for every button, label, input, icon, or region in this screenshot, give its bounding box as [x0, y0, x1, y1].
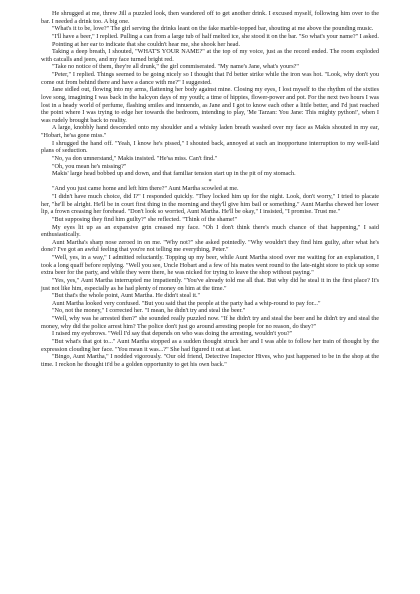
paragraph: "But what's that got to..." Aunt Martha stopped as a sudden thought struck her and I was able to follow her train of thought by the expression clouding her face. "You mean it was...?" She had figured it out at last. [41, 337, 379, 353]
paragraph: "Well, why was he arrested then?" she sounded really puzzled now. "If he didn't try and steal the beer and he didn't try and steal the money, why did the police arrest him? The police don't just go around arresting people for no reason, do they?" [41, 315, 379, 330]
paragraph: "But that's the whole point, Aunt Martha. He didn't steal it." [52, 292, 201, 300]
paragraph: Aunt Martha's sharp nose zeroed in on me. "Why not?" she asked pointedly. "Why wouldn't they find him guilty, after what he's done? I've got an awful feeling that you're not telling me everything, Peter." [41, 238, 379, 254]
paragraph: I shrugged the hand off. "Yeah, I know he's pissed," I shouted back, annoyed at such an inopportune interruption to my well-laid plans of seduction. [41, 139, 379, 155]
paragraph: My eyes lit up as an expansive grin creased my face. "Oh I don't think there's much chance of that happening," I said enthusiastically. [41, 223, 379, 239]
paragraph: "No, not the money," I corrected her. "I mean, he didn't try and steal the beer." [52, 307, 246, 315]
paragraph: Jane sidled out, flowing into my arms, flattening her body against mine. Closing my eyes, I lost myself to the rhythm of the sixties love song, imagining I was back in the halcyon days of my youth; a time of hippies, flower-power and pot. For the next two hours I was lost in a heady world of perfume, flashing smiles and innuendo, as Jane and I got to know each other a little better, and I'd just reached the point where I was trying to edge her towards the bedroom, intending to play, 'Me Tarzan: You Jane: This mighty python!', when I was rudely brought back to reality. [41, 86, 379, 124]
paragraph: A large, knobbly hand descended onto my shoulder and a whisky laden breath washed over my face as Makis shouted in my ear, "Hobart, he'sa gone miss." [41, 124, 379, 139]
paragraph: "Take no notice of them, they're all drunk," the girl commiserated. "My name's Jane, what's yours?" [52, 63, 299, 71]
paragraph: "And you just came home and left him there?" Aunt Martha scowled at me. [52, 185, 239, 193]
scene-break: * [208, 177, 212, 185]
paragraph: "Well, yes, in a way," I admitted reluctantly. Topping up my beer, while Aunt Martha stood over me waiting for an explanation, I took a long quaff before replying. "Well you see, Uncle Hobart and a few of his mates went round to the late-night store to pick up some extra beer for the party, and while they were there, he was nicked for trying to leave the shop without paying." [41, 254, 379, 277]
paragraph: "Bingo, Aunt Martha," I nodded vigorously. "Our old friend, Detective Inspector Hives, who just happened to be in the shop at the time. I reckon he thought it'd be a golden opportunity to get his own back." [41, 353, 379, 368]
paragraph: He shrugged at me, threw Jill a puzzled look, then wandered off to get another drink. I excused myself, following him over to the bar. I needed a drink too. A big one. [41, 10, 379, 25]
paragraph: "Yes, yes," Aunt Martha interrupted me impatiently. "You've already told me all that. But why did he steal it in the first place? It's just not like him, especially as he had plenty of money on him at the time." [41, 276, 379, 292]
paragraph: "I didn't have much choice, did I?" I responded quickly. "They locked him up for the night. Look, don't worry," I tried to placate her, "he'll be alright. He'll be in court first thing in the morning and they'll give him bail or something." Aunt Martha chewed her lower lip, a frown creasing her forehead. "Don't look so worried, Aunt Martha. He'll be okay," I insisted, "I promise. Trust me." [41, 193, 379, 216]
paragraph: "What's it to be, love?" The girl serving the drinks leant on the fake marble-topped bar, shouting at me above the pounding music. [52, 25, 374, 33]
paragraph: "But supposing they find him guilty?" she reflected. "Think of the shame!" [52, 215, 238, 223]
paragraph: "Oh, you mean he's missing?" [52, 162, 127, 170]
paragraph: Pointing at her ear to indicate that she couldn't hear me, she shook her head. [52, 40, 241, 48]
paragraph: I raised my eyebrows. "Well I'd say that depends on who was doing the arresting, wouldn't you?" [52, 330, 293, 338]
paragraph: "Peter," I replied. Things seemed to be going nicely so I thought that I'd better strike while the iron was hot. "Look, why don't you come out from behind there and have a dance with me?" I suggested. [41, 71, 379, 86]
paragraph: "No, ya don umnerstand," Makis insisted. "He'sa miss. Can't find." [52, 154, 218, 162]
paragraph: Aunt Martha looked very confused. "But you said that the people at the party had a whip-round to pay for..." [52, 299, 321, 307]
paragraph: Makis' large head bobbed up and down, and that familiar tension start up in the pit of my stomach. [52, 170, 296, 178]
paragraph: Taking a deep breath, I shouted, "WHAT'S YOUR NAME?" at the top of my voice, just as the record ended. The room exploded with catcalls and jeers, and my face turned bright red. [41, 48, 379, 63]
paragraph: "I'll have a beer," I replied. Pulling a can from a large tub of half melted ice, she stood it on the bar. "So what's your name?" I asked. [52, 32, 379, 40]
